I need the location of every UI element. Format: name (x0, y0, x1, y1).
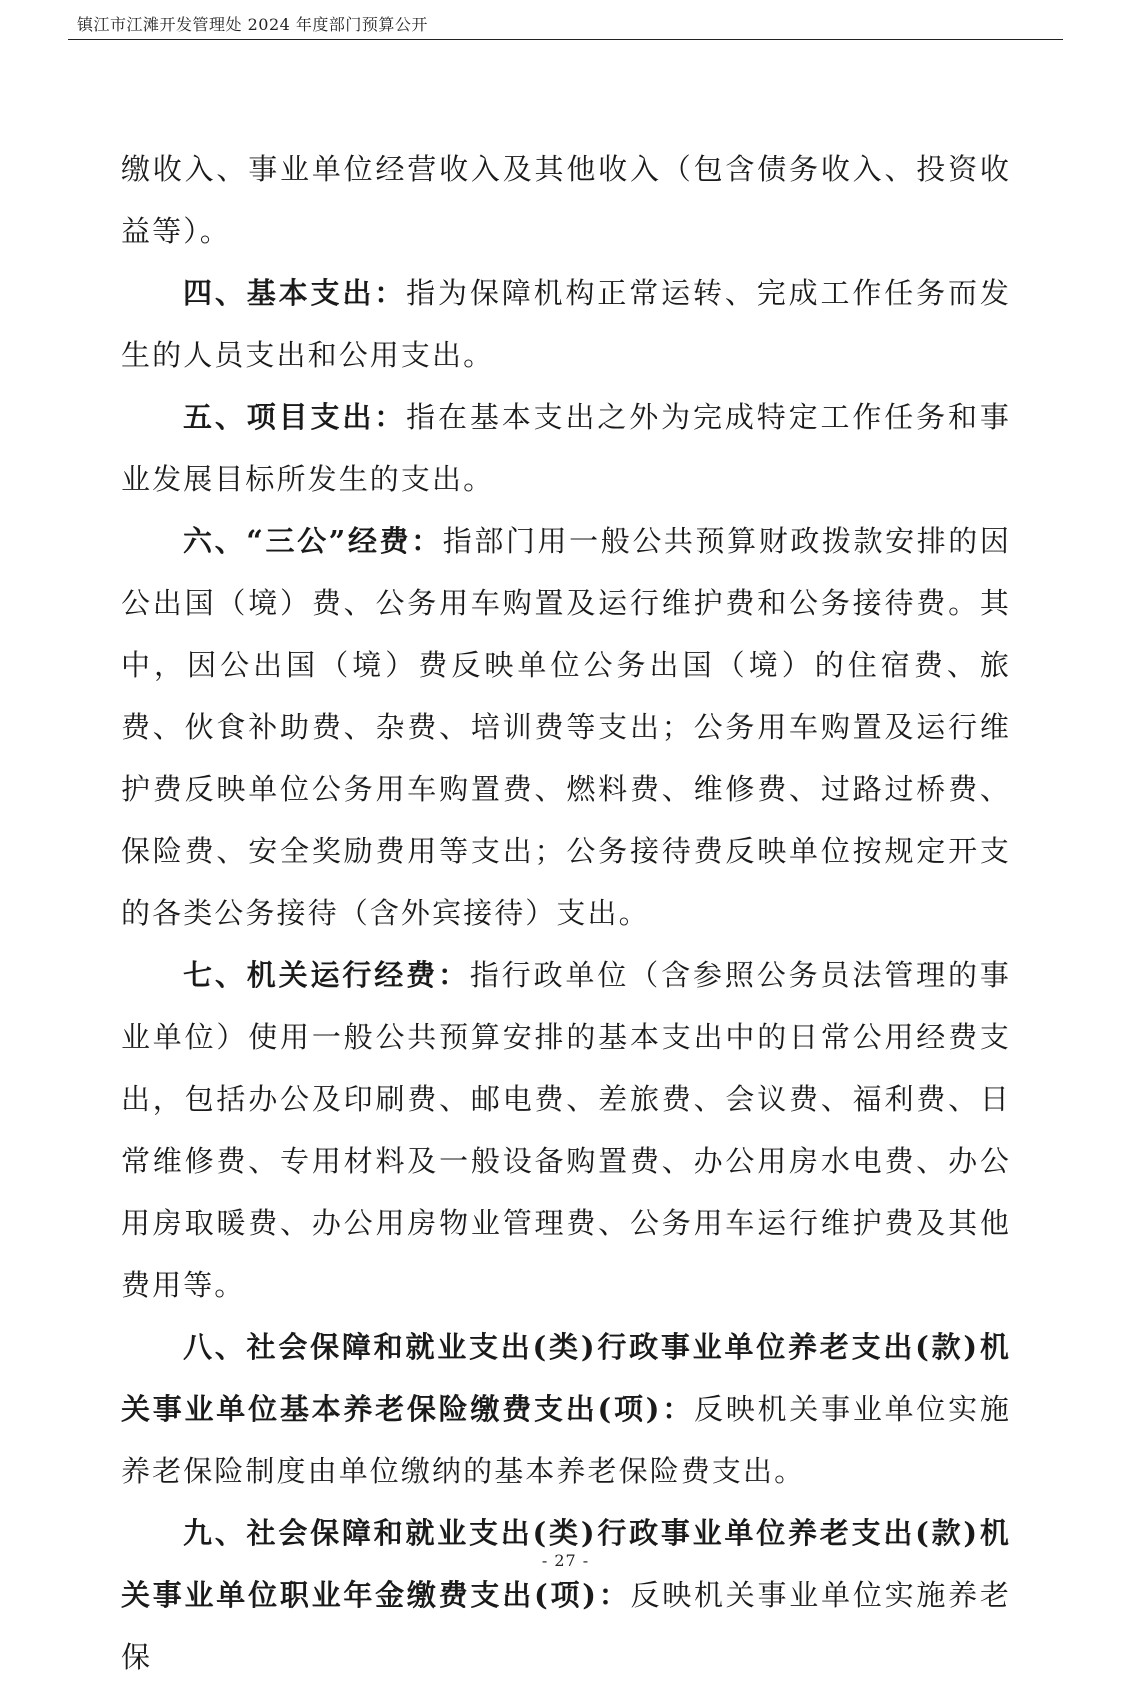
paragraph-continuation (121, 138, 1011, 262)
paragraph-three-public-expenses (121, 510, 1011, 944)
paragraph-basic-expenditure (121, 262, 1011, 386)
paragraph-term: 四、基本支出： (183, 276, 407, 310)
paragraph-term: 六、“三公”经费： (183, 524, 443, 558)
paragraph-text: 反映机关事业单位实施养老保险制度由单位缴纳的基本养老保险费支出。 (121, 1392, 1011, 1488)
paragraph-operating-expenses (121, 944, 1011, 1316)
paragraph-basic-pension (121, 1316, 1011, 1502)
paragraph-term: 八、社会保障和就业支出(类)行政事业单位养老支出(款)机关事业单位基本养老保险缴费支出(项)： (121, 1330, 1011, 1426)
paragraph-text: 指行政单位（含参照公务员法管理的事业单位）使用一般公共预算安排的基本支出中的日常公用经费支出，包括办公及印刷费、邮电费、差旅费、会议费、福利费、日常维修费、专用材料及一般设备购置费、办公用房水电费、办公用房取暖费、办公用房物业管理费、公务用车运行维护费及其他费用等。 (121, 958, 1012, 1302)
paragraph-term: 五、项目支出： (183, 400, 407, 434)
paragraph-occupational-annuity (121, 1502, 1011, 1688)
page-header (68, 0, 1063, 40)
paragraph-term: 七、机关运行经费： (183, 958, 470, 992)
paragraph-text: 指部门用一般公共预算财政拨款安排的因公出国（境）费、公务用车购置及运行维护费和公务接待费。其中，因公出国（境）费反映单位公务出国（境）的住宿费、旅费、伙食补助费、杂费、培训费等支出；公务用车购置及运行维护费反映单位公务用车购置费、燃料费、维修费、过路过桥费、保险费、安全奖励费用等支出；公务接待费反映单位按规定开支的各类公务接待（含外宾接待）支出。 (121, 524, 1011, 930)
paragraph-project-expenditure (121, 386, 1011, 510)
paragraph-text: 缴收入、事业单位经营收入及其他收入（包含债务收入、投资收益等）。 (121, 152, 1011, 248)
body-text (121, 138, 1011, 1688)
header-title: 镇江市江滩开发管理处 2024 年度部门预算公开 (77, 15, 428, 34)
paragraph-text: 反映机关事业单位实施养老保 (121, 1578, 1011, 1674)
paragraph-text: 指为保障机构正常运转、完成工作任务而发生的人员支出和公用支出。 (121, 276, 1012, 372)
page-number: - 27 - (541, 1551, 590, 1570)
paragraph-term: 九、社会保障和就业支出(类)行政事业单位养老支出(款)机关事业单位职业年金缴费支出(项)： (121, 1516, 1011, 1612)
paragraph-text: 指在基本支出之外为完成特定工作任务和事业发展目标所发生的支出。 (121, 400, 1012, 496)
